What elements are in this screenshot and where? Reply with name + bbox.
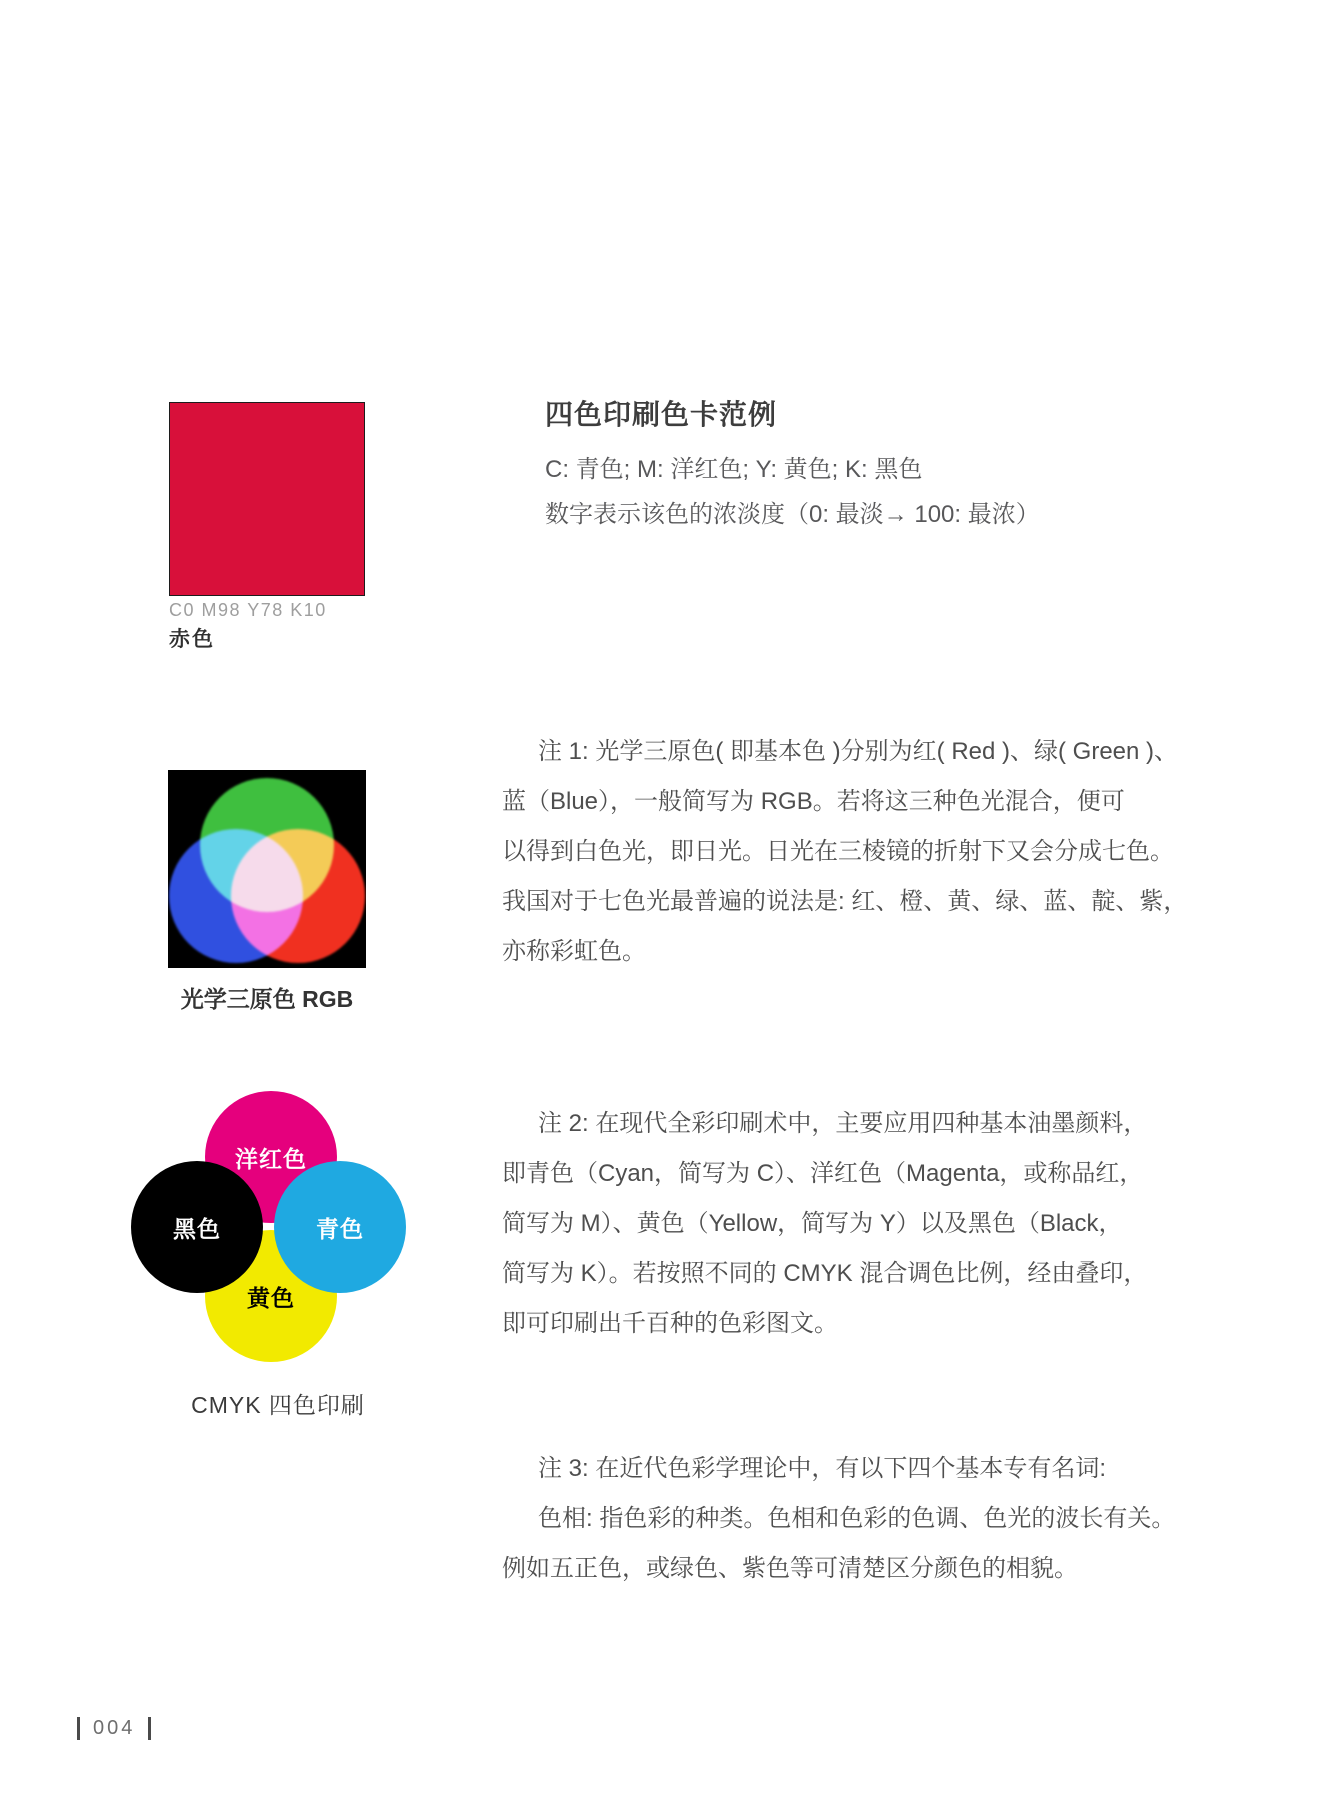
- cmyk-cyan-circle: [274, 1161, 406, 1293]
- note-3-line: 色相: 指色彩的种类。色相和色彩的色调、色光的波长有关。: [538, 1505, 1176, 1532]
- footer-divider-right: [148, 1717, 151, 1740]
- note-1-line: 我国对于七色光最普遍的说法是: 红、橙、黄、绿、蓝、靛、紫，: [502, 888, 1188, 915]
- cmyk-cyan-label: 青色: [316, 1215, 364, 1242]
- note-2-line: 即可印刷出千百种的色彩图文。: [502, 1310, 838, 1337]
- heading-subline-2: 数字表示该色的浓淡度（0: 最淡→ 100: 最浓）: [545, 501, 1040, 528]
- rgb-red-circle: [231, 829, 365, 963]
- note-2-line: 简写为 K）。若按照不同的 CMYK 混合调色比例，经由叠印，: [502, 1260, 1148, 1287]
- note-1-line: 亦称彩虹色。: [502, 938, 646, 965]
- cmyk-venn-diagram: [125, 1085, 415, 1365]
- section-title: 四色印刷色卡范例: [545, 399, 778, 430]
- swatch-cmyk-code: C0 M98 Y78 K10: [169, 600, 327, 620]
- cmyk-black-circle: [131, 1161, 263, 1293]
- swatch-color-name: 赤色: [169, 628, 215, 651]
- color-swatch-red: [169, 402, 365, 596]
- footer-divider-left: [77, 1717, 80, 1740]
- note-3-paragraph: [502, 1444, 1212, 1594]
- cmyk-yellow-label: 黄色: [247, 1284, 295, 1311]
- note-2-line: 注 2: 在现代全彩印刷术中，主要应用四种基本油墨颜料，: [538, 1110, 1148, 1137]
- note-1-line: 注 1: 光学三原色( 即基本色 )分别为红( Red )、绿( Green )、: [538, 738, 1179, 765]
- note-3-line: 例如五正色，或绿色、紫色等可清楚区分颜色的相貌。: [502, 1555, 1078, 1582]
- cmyk-magenta-label: 洋红色: [235, 1145, 307, 1172]
- heading-subline-1: C: 青色; M: 洋红色; Y: 黄色; K: 黑色: [545, 456, 923, 483]
- cmyk-diagram-caption: CMYK 四色印刷: [191, 1392, 365, 1418]
- note-2-paragraph: [502, 1099, 1212, 1349]
- page-number: 004: [93, 1717, 136, 1739]
- note-3-line: 注 3: 在近代色彩学理论中，有以下四个基本专有名词:: [538, 1455, 1107, 1482]
- note-1-line: 以得到白色光，即日光。日光在三棱镜的折射下又会分成七色。: [502, 838, 1174, 865]
- rgb-diagram-caption: 光学三原色 RGB: [180, 986, 354, 1012]
- note-1-paragraph: [502, 727, 1212, 977]
- rgb-venn-diagram: [168, 770, 366, 968]
- cmyk-black-label: 黑色: [173, 1215, 221, 1242]
- note-2-line: 即青色（Cyan，简写为 C）、洋红色（Magenta，或称品红，: [502, 1160, 1144, 1187]
- page-footer: [77, 1717, 151, 1740]
- note-1-line: 蓝（Blue），一般简写为 RGB。若将这三种色光混合，便可: [502, 788, 1125, 815]
- note-2-line: 简写为 M）、黄色（Yellow，简写为 Y）以及黑色（Black，: [502, 1210, 1123, 1237]
